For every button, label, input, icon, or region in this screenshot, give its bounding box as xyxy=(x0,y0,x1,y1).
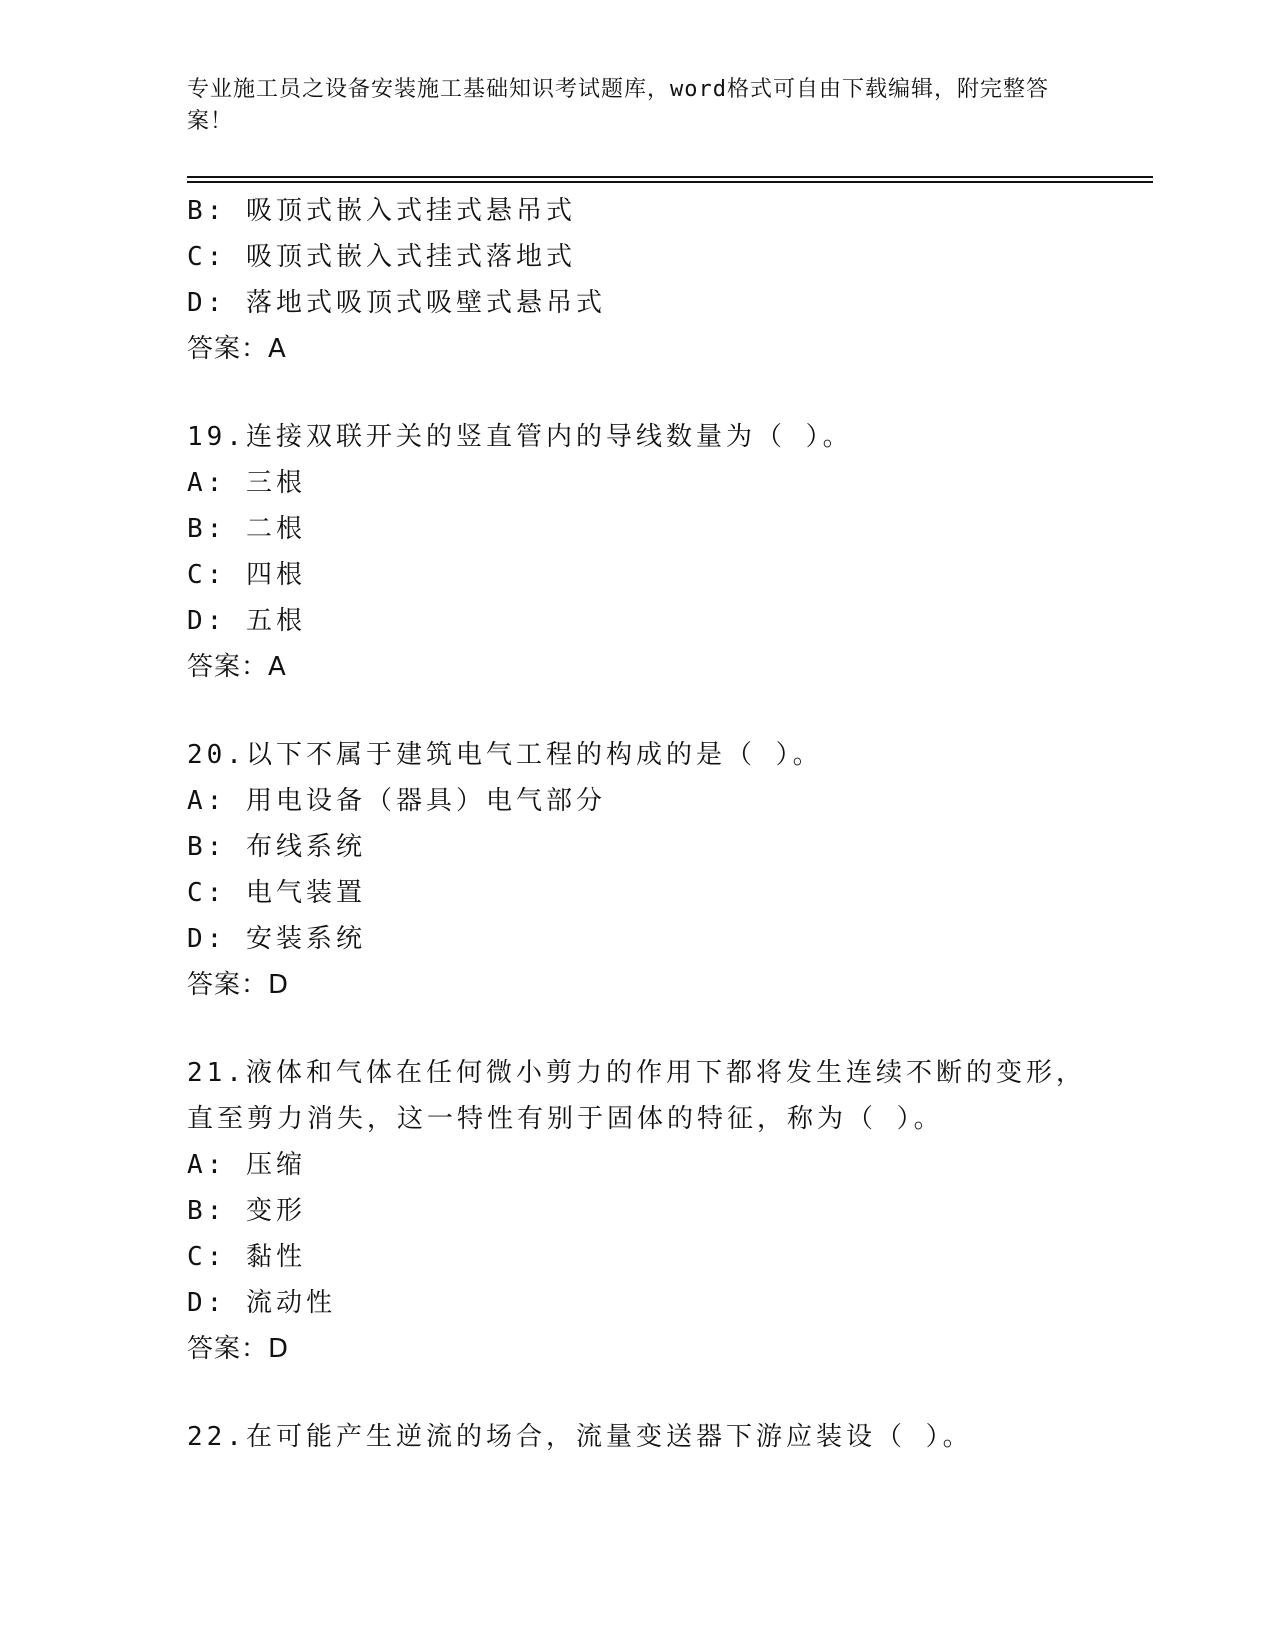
q20-option-c: C: 电气装置 xyxy=(187,878,366,908)
header-rule-bottom xyxy=(187,181,1153,183)
q22-question: 22.在可能产生逆流的场合，流量变送器下游应装设（ ）。 xyxy=(187,1422,973,1452)
q21-question: 21.液体和气体在任何微小剪力的作用下都将发生连续不断的变形，直至剪力消失，这一特性有别于固体的特征，称为（ ）。 xyxy=(187,1058,1086,1134)
q21-option-c: C: 黏性 xyxy=(187,1242,306,1272)
q21-option-d: D: 流动性 xyxy=(187,1288,336,1318)
q19-option-d: D: 五根 xyxy=(187,606,306,636)
q18-option-b: B: 吸顶式嵌入式挂式悬吊式 xyxy=(187,196,576,226)
question-list xyxy=(187,188,1087,1460)
spacer xyxy=(187,1008,1087,1050)
q18-option-d: D: 落地式吸顶式吸壁式悬吊式 xyxy=(187,288,606,318)
spacer xyxy=(187,690,1087,732)
q19-answer: 答案：A xyxy=(187,652,287,682)
q19-option-c: C: 四根 xyxy=(187,560,306,590)
q19-question: 19.连接双联开关的竖直管内的导线数量为（ ）。 xyxy=(187,422,853,452)
q18-answer: 答案：A xyxy=(187,334,287,364)
q21-option-a: A: 压缩 xyxy=(187,1150,306,1180)
q20-question: 20.以下不属于建筑电气工程的构成的是（ ）。 xyxy=(187,740,823,770)
header-rule-top xyxy=(187,176,1153,178)
q20-option-b: B: 布线系统 xyxy=(187,832,366,862)
q19-option-b: B: 二根 xyxy=(187,514,306,544)
q21-answer: 答案：D xyxy=(187,1334,290,1364)
q21-option-b: B: 变形 xyxy=(187,1196,306,1226)
q20-option-d: D: 安装系统 xyxy=(187,924,366,954)
spacer xyxy=(187,372,1087,414)
q18-option-c: C: 吸顶式嵌入式挂式落地式 xyxy=(187,242,576,272)
spacer xyxy=(187,1372,1087,1414)
q20-answer: 答案：D xyxy=(187,970,290,1000)
document-header: 专业施工员之设备安装施工基础知识考试题库，word格式可自由下载编辑，附完整答案！ xyxy=(187,77,1049,134)
q19-option-a: A: 三根 xyxy=(187,468,306,498)
q20-option-a: A: 用电设备（器具）电气部分 xyxy=(187,786,606,816)
